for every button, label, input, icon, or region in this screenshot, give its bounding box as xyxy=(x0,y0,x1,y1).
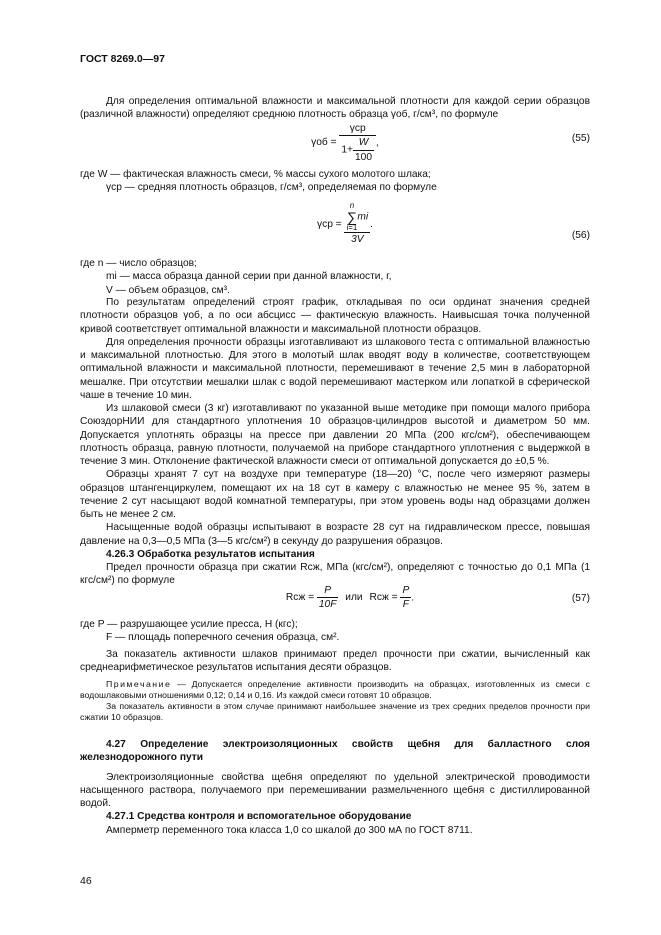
f57-lhs2: Rсж = xyxy=(369,592,398,604)
section-4-26-3-heading: 4.26.3 Обработка результатов испытания xyxy=(106,548,315,560)
f57-num1: P xyxy=(324,585,332,596)
note-text-2: За показатель активности в этом случае принимают наибольшее значение из трех средних пределов прочности при сжатии 10 образцов. xyxy=(80,701,590,723)
note-block xyxy=(80,679,590,724)
formula-56-number: (56) xyxy=(571,230,590,241)
page-header: ГОСТ 8269.0—97 xyxy=(80,53,165,65)
p-strength-prep: Для определения прочности образцы изготавливают из шлакового теста с оптимальной влажностью и максимальной плотностью. Для этого в молотый шлак вводят воду в количестве, соответствующем оптимальной влажности и максимальной плотности, перемешивают в течение 2,5 мин в лабораторной мешалке. При отсутствии мешалки шлак с водой перемешивают мастерком или лопаткой в сферической чаше в течение 10 мин. xyxy=(80,336,590,401)
p-testing: Насыщенные водой образцы испытывают в возрасте 28 сут на гидравлическом прессе, повышая давление на 0,3—0,5 МПа (3—5 кгс/см²) в секунду до разрушения образцов. xyxy=(80,522,590,547)
note-text-1: — Допускается определение активности производить на образцах, изготовленных из смеси с водошлаковыми отношениями 0,12; 0,14 и 0,16. Из каждой смеси готовят 10 образцов. xyxy=(80,679,590,701)
intro-paragraph xyxy=(80,95,590,122)
p-compaction: Из шлаковой смеси (3 кг) изготавливают по указанной выше методике при помощи малого прибора СоюздорНИИ для стандартного уплотнения 10 образцов-цилиндров высотой и диаметром 50 мм. Допускается уплотнять образцы на прессе при давлении 20 МПа (200 кгс/см²), обеспечивающем плотность образца, равную плотности, получаемой на приборе стандартного уплотнения с выдержкой в течение 3 мин. Отклонение фактической влажности смеси от оптимальной допускается до ±0,5 %. xyxy=(80,403,590,467)
definitions-57 xyxy=(80,618,590,674)
f56-lhs: γср = xyxy=(317,218,342,230)
p-ammeter: Амперметр переменного тока класса 1,0 со шкалой до 300 мА по ГОСТ 8711. xyxy=(106,824,473,836)
formula-55-number: (55) xyxy=(571,133,590,144)
f57-ili: или xyxy=(345,592,363,604)
f57-lhs1: Rсж = xyxy=(285,592,315,604)
note-label: Примечание xyxy=(106,679,172,689)
f57-den1: 10F xyxy=(318,599,337,611)
sum-sign-icon: ∑ xyxy=(346,209,357,225)
p-graph: По результатам определений строят график, откладывая по оси ординат значения средней плотности образцов γоб, а по оси абсцисс — фактическую влажность. Наивысшая точка полученной кривой соответствует оптимальной влажности и максимальной плотности образцов. xyxy=(80,297,590,335)
f-definition: F — площадь поперечного сечения образца, см². xyxy=(106,632,340,644)
p-definition: где P — разрушающее усилие пресса, Н (кгс); xyxy=(80,619,298,630)
f56-sum-top: n xyxy=(349,201,355,210)
p-activity: За показатель активности шлаков принимают предел прочности при сжатии, вычисленный как среднеарифметическое результатов испытания десяти образцов. xyxy=(80,648,590,673)
f55-lhs: γоб = xyxy=(311,137,337,149)
p-electro: Электроизоляционные свойства щебня определяют по удельной электрической проводимости насыщенного раствора, получаемого при перемешивании размельченного щебня с дистиллированной водой. xyxy=(80,771,590,809)
f57-den2: F xyxy=(400,597,411,611)
f56-sum-term: mi xyxy=(357,211,369,223)
definitions-56 xyxy=(80,257,590,297)
definitions-55 xyxy=(80,168,590,195)
v-definition: V — объем образцов, см³. xyxy=(106,284,230,296)
p-density-intro: Для определения оптимальной влажности и максимальной плотности для каждой серии образцов (различной влажности) определяют среднюю плотность образца γоб, г/см³, по формуле xyxy=(80,96,590,121)
f57-num2: P xyxy=(402,585,410,596)
f55-den-num: W xyxy=(358,137,369,149)
f56-sum-bottom: i=1 xyxy=(346,223,358,232)
p-storage: Образцы хранят 7 сут на воздухе при температуре (18—20) °С, после чего измеряют размеры образцов штангенциркулем, помещают их на 18 сут в камеру с влажностью не менее 95 %, затем в течение 2 сут насыщают водой комнатной температуры, при этом уровень воды над образцами должен быть не менее 2 см. xyxy=(80,469,590,520)
mi-definition: mi — масса образца данной серии при данной влажности, г, xyxy=(106,271,392,283)
section-4-27 xyxy=(80,738,590,837)
main-text-block xyxy=(80,296,590,588)
section-4-27-heading: 4.27 Определение электроизоляционных свойств щебня для балластного слоя железнодорожного пути xyxy=(80,739,590,764)
formula-55: γоб = γср 1+ $\frac{W}{100}$ , (55) xyxy=(311,123,590,163)
section-4-27-1-heading: 4.27.1 Средства контроля и вспомогательное оборудование xyxy=(106,811,412,823)
formula-57-number: (57) xyxy=(571,593,590,604)
p-rsj-intro: Предел прочности образца при сжатии Rсж, МПа (кгс/см²), определяют с точностью до 0,1 МПа (1 кгс/см²) по формуле xyxy=(80,562,590,587)
n-definition: где n — число образцов; xyxy=(80,258,197,269)
f55-den-prefix: 1+ xyxy=(341,144,353,156)
f55-num: γср xyxy=(349,123,366,134)
formula-57: Rсж = $\frac{P}{10F}$ или Rсж = $\frac{P}{F}$ . (57) xyxy=(285,585,590,611)
f55-den-den: 100 xyxy=(355,151,372,163)
w-definition: где W — фактическая влажность смеси, % массы сухого молотого шлака; xyxy=(80,169,431,180)
page-number: 46 xyxy=(80,875,92,887)
f56-den: 3V xyxy=(344,232,370,246)
gsr-definition: γср — средняя плотность образцов, г/см³, определяемая по формуле xyxy=(106,182,437,194)
formula-56: γср = n ∑ i=1 mi 3V . (56) xyxy=(317,201,590,245)
